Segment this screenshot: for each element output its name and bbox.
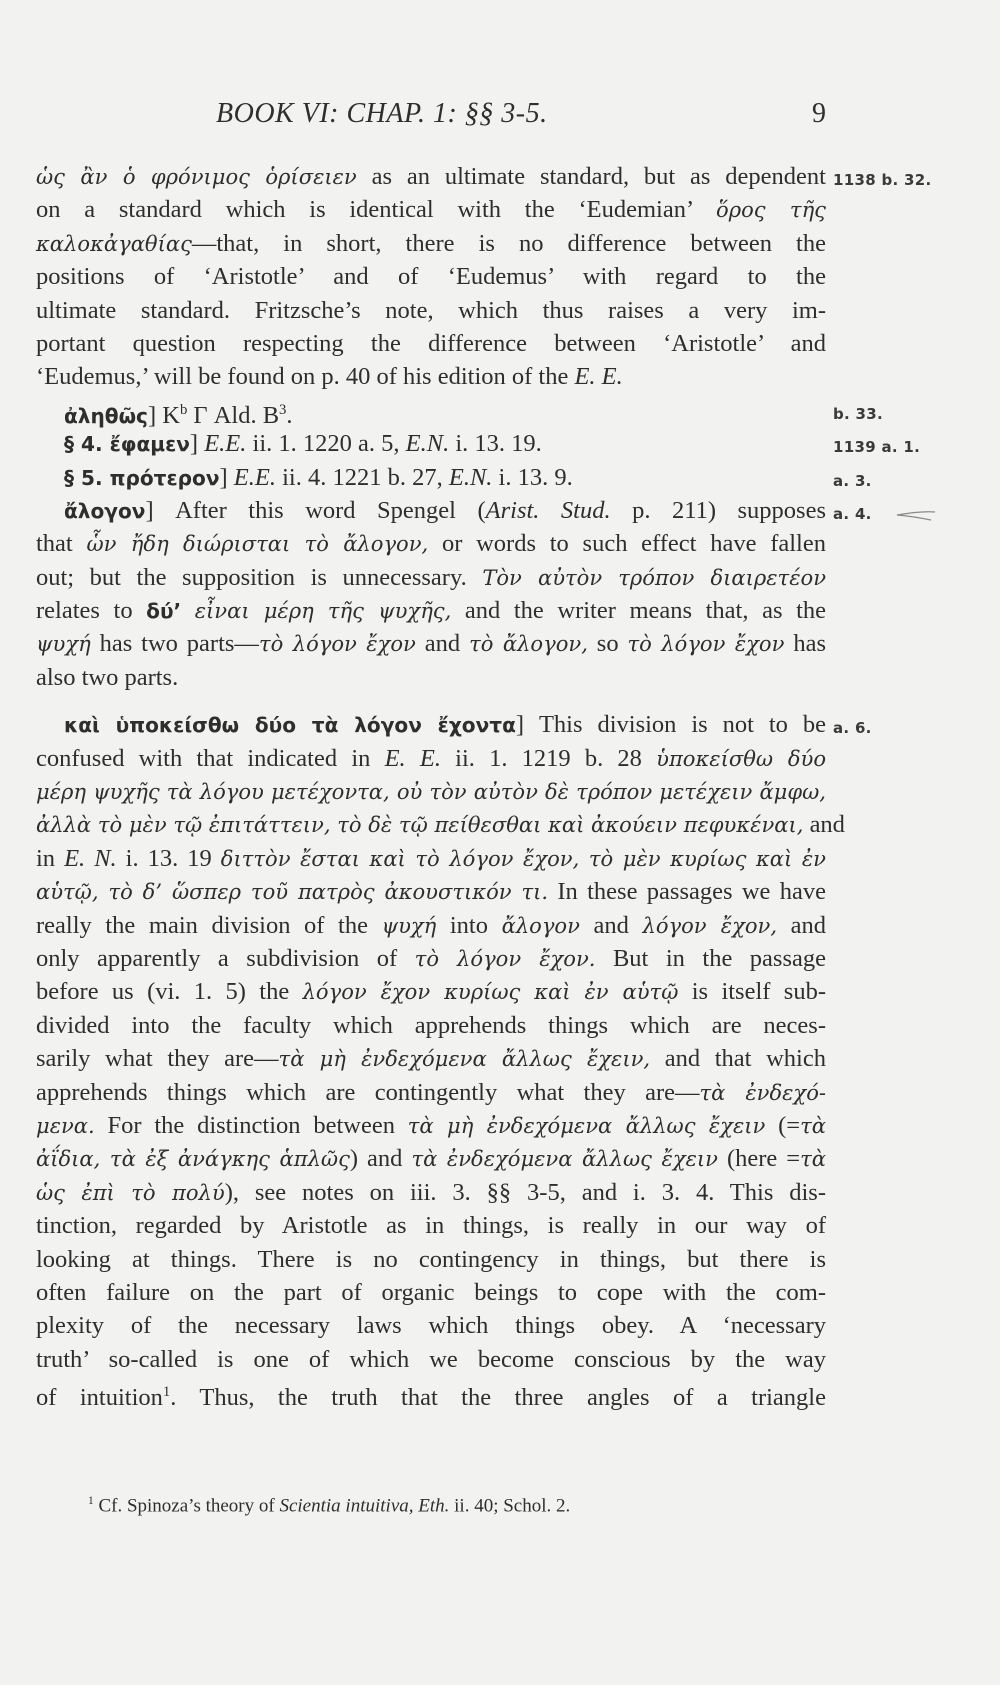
italic-text: E.N.	[448, 463, 493, 491]
text-run: ii. 4. 1221 b. 27,	[275, 463, 449, 491]
text-run: ), see notes on iii. 3. §§ 3-5, and i. 3. 4. This dis-	[224, 1178, 826, 1206]
greek-text: ψυχή	[381, 912, 437, 938]
text-run: portant question respecting the difference between ‘Aristotle’ and	[36, 329, 826, 357]
text-line	[36, 394, 884, 429]
text-run: has	[784, 630, 826, 658]
text-run: ‘Eudemus,’ will be found on p. 40 of his edition of the	[36, 363, 575, 391]
text-line	[36, 427, 921, 460]
margin-reference: a. 4.	[833, 504, 872, 523]
greek-text: δύ’	[146, 599, 182, 624]
text-run: i. 13. 9.	[492, 463, 573, 491]
text-line	[36, 1176, 826, 1209]
text-run: But in the passage	[595, 944, 826, 972]
greek-text: λόγον ἔχον κυρίως καὶ ἐν αὑτῷ	[302, 979, 679, 1005]
text-run: Cf. Spinoza’s theory of	[93, 1495, 280, 1517]
text-run: apprehends things which are contingently what they are—	[36, 1078, 700, 1106]
greek-text: λόγον ἔχον,	[642, 912, 778, 938]
text-line	[36, 193, 826, 226]
text-run: and	[803, 811, 845, 839]
text-line	[36, 1142, 826, 1175]
text-line	[36, 1209, 826, 1242]
greek-text: ἀλλὰ τὸ μὲν τῷ ἐπιτάττειν, τὸ δὲ τῷ πείθεσθαι καὶ ἀκούειν πεφυκέναι,	[36, 812, 804, 838]
text-line	[36, 742, 826, 775]
margin-reference: a. 3.	[833, 471, 872, 490]
greek-text: τὸ λόγον ἔχον.	[414, 945, 596, 971]
italic-text: E.E.	[204, 430, 247, 458]
greek-text: § 5. πρότερον	[64, 465, 220, 490]
text-line	[36, 942, 826, 975]
text-run: i. 13. 19	[116, 844, 221, 872]
text-run: relates to	[36, 597, 147, 625]
text-run: (here =	[717, 1145, 801, 1173]
text-run: on a standard which is identical with the ‘Eudemian’	[36, 196, 717, 224]
greek-text: αὑτῷ, τὸ δ’ ὥσπερ τοῦ πατρὸς ἀκουστικόν τι.	[36, 879, 549, 905]
text-run: that	[36, 530, 87, 558]
text-run: ] After this word Spengel (	[145, 496, 486, 524]
greek-text: τὸ λόγον ἔχον	[258, 631, 416, 657]
text-run: —that, in short, there is no difference between the	[191, 229, 826, 257]
text-line	[36, 494, 872, 527]
text-line	[36, 260, 826, 293]
italic-text: Scientia intuitiva, Eth.	[279, 1495, 450, 1517]
greek-text: ὑποκείσθω δύο	[656, 745, 827, 771]
text-run: of intuition	[36, 1384, 163, 1412]
text-run: and that which	[650, 1045, 826, 1073]
text-run: so	[587, 630, 628, 658]
text-run: truth’ so-called is one of which we become conscious by the way	[36, 1345, 826, 1373]
text-line	[36, 294, 826, 327]
page-number: 9	[812, 98, 826, 129]
running-title: BOOK VI: CHAP. 1: §§ 3-5.	[216, 98, 548, 129]
text-run: out; but the supposition is unnecessary.	[36, 563, 483, 591]
greek-text: § 4. ἔφαμεν	[64, 432, 190, 457]
margin-reference: 1138 b. 32.	[833, 171, 932, 189]
pencil-mark-icon	[895, 508, 937, 522]
italic-text: E. E.	[574, 363, 623, 391]
text-run: tinction, regarded by Aristotle as in things, is really in our way of	[36, 1212, 826, 1240]
greek-text: ἄλογον	[501, 912, 580, 938]
greek-text: τὰ ἐνδεχόμενα ἄλλως ἔχειν	[411, 1146, 718, 1172]
text-line	[36, 160, 932, 193]
text-line	[36, 561, 826, 594]
greek-text: διττὸν ἔσται καὶ τὸ λόγον ἔχον, τὸ μὲν κυρίως καὶ ἐν	[220, 845, 826, 871]
text-line	[36, 360, 826, 393]
text-run	[181, 597, 195, 624]
text-run: .	[286, 401, 293, 429]
superscript: 3	[279, 401, 287, 418]
text-run: ii. 1. 1219 b. 28	[440, 744, 657, 772]
greek-text: εἶναι μέρη τῆς ψυχῆς,	[194, 598, 452, 624]
footnote	[88, 1488, 808, 1519]
text-line	[36, 708, 872, 741]
greek-text: τὸ λόγον ἔχον	[627, 631, 785, 657]
superscript: 1	[162, 1384, 171, 1401]
greek-text: μέρη ψυχῆς τὰ λόγου μετέχοντα, οὐ τὸν αὐτὸν δὲ τρόπον μετέχειν ἄμφω,	[36, 779, 826, 805]
text-line	[36, 227, 826, 260]
greek-text: τὰ ἐνδεχό-	[699, 1079, 826, 1105]
footnote-marker: 1	[88, 1495, 94, 1507]
text-run: often failure on the part of organic beings to cope with the com-	[36, 1278, 826, 1306]
text-run: really the main division of the	[36, 911, 382, 939]
text-run: (=	[765, 1111, 801, 1139]
text-run: also two parts.	[36, 663, 179, 691]
text-line	[36, 627, 826, 660]
text-line	[36, 327, 826, 360]
text-line	[36, 661, 826, 694]
text-run: ]	[219, 463, 234, 491]
text-run: ]	[189, 430, 205, 458]
text-line	[36, 842, 826, 875]
text-line	[36, 461, 872, 494]
text-run: plexity of the necessary laws which things obey. A ‘necessary	[36, 1312, 826, 1340]
text-run: ] This division is not to be	[515, 711, 826, 739]
text-line	[36, 1309, 826, 1342]
text-run: divided into the faculty which apprehends things which are neces-	[36, 1011, 826, 1039]
greek-text: ἄλογον	[64, 498, 146, 523]
text-run: and	[415, 630, 470, 658]
italic-text: E.N.	[405, 430, 450, 458]
greek-text: τὰ μὴ ἐνδεχόμενα ἄλλως ἔχειν	[407, 1112, 766, 1138]
greek-text: ἀΐδια, τὰ ἐξ ἀνάγκης ἁπλῶς	[36, 1146, 350, 1172]
text-line	[36, 1276, 826, 1309]
greek-text: ὡς ἐπὶ τὸ πολύ	[36, 1179, 225, 1205]
text-run: or words to such effect have fallen	[428, 530, 826, 558]
text-run: and	[579, 911, 643, 939]
italic-text: E.E.	[233, 463, 276, 491]
margin-reference: 1139 a. 1.	[833, 438, 921, 457]
greek-text: ὅρος τῆς	[716, 197, 826, 223]
text-run: as an ultimate standard, but as dependent	[356, 163, 826, 190]
main-text	[36, 160, 932, 1412]
text-run: only apparently a subdivision of	[36, 944, 415, 972]
text-run: i. 13. 19.	[449, 430, 542, 458]
text-line	[36, 1076, 826, 1109]
greek-text: ψυχή	[36, 631, 91, 657]
text-run: before us (vi. 1. 5) the	[36, 978, 303, 1006]
text-line	[36, 775, 826, 808]
text-line	[36, 1376, 826, 1412]
text-run: ) and	[349, 1145, 412, 1173]
text-run: For the distinction between	[94, 1111, 408, 1139]
text-line	[36, 1042, 826, 1075]
text-run: and	[777, 911, 827, 939]
text-run: and the writer means that, as the	[451, 597, 826, 625]
text-line	[36, 875, 826, 908]
margin-reference: a. 6.	[833, 719, 872, 738]
text-run: ultimate standard. Fritzsche’s note, which thus raises a very im-	[36, 296, 826, 324]
text-run: into	[436, 911, 502, 939]
text-run: p. 211) supposes	[610, 496, 826, 524]
text-line	[36, 1243, 826, 1276]
text-run: Γ Ald. B	[187, 401, 280, 429]
text-line	[36, 808, 845, 841]
text-run: ] K	[147, 401, 180, 429]
text-run: is itself sub-	[678, 978, 826, 1006]
text-line	[36, 1343, 826, 1376]
greek-text: ὧν ἤδη διώρισται τὸ ἄλογον,	[86, 531, 429, 557]
text-run: has two parts—	[90, 630, 259, 658]
italic-text: E. N.	[64, 844, 117, 872]
greek-text: Τὸν αὐτὸν τρόπον διαιρετέον	[482, 564, 826, 590]
margin-reference: b. 33.	[833, 404, 884, 423]
text-run: in	[36, 844, 65, 872]
greek-text: καὶ ὑποκείσθω δύο τὰ λόγον ἔχοντα	[64, 713, 516, 738]
text-run: confused with that indicated in	[36, 744, 385, 772]
text-run: . Thus, the truth that the three angles of a triangle	[170, 1384, 826, 1412]
text-line	[36, 909, 826, 942]
text-run: positions of ‘Aristotle’ and of ‘Eudemus’ with regard to the	[36, 263, 826, 291]
greek-text: ὡς ἂν ὁ φρόνιμος ὁρίσειεν	[36, 164, 357, 189]
text-run: looking at things. There is no contingency in things, but there is	[36, 1245, 826, 1273]
greek-text: καλοκἀγαθίας	[36, 230, 192, 256]
text-run: sarily what they are—	[36, 1045, 279, 1073]
text-line	[36, 975, 826, 1008]
text-run: ii. 1. 1220 a. 5,	[246, 430, 406, 458]
italic-text: Arist. Stud.	[485, 496, 611, 524]
text-run: ii. 40; Schol. 2.	[449, 1495, 571, 1517]
page-header	[36, 94, 826, 134]
greek-text: τὰ	[800, 1146, 826, 1172]
text-line	[36, 1109, 826, 1142]
greek-text: τὰ μὴ ἐνδεχόμενα ἄλλως ἔχειν,	[278, 1046, 651, 1072]
greek-text: ἀληθῶς	[64, 403, 148, 428]
superscript: b	[179, 401, 188, 418]
greek-text: τὰ	[800, 1112, 826, 1138]
text-line	[36, 527, 826, 560]
text-run: In these passages we have	[548, 878, 826, 906]
greek-text: μενα.	[36, 1112, 95, 1138]
italic-text: E. E.	[384, 744, 441, 772]
text-line	[36, 594, 826, 627]
greek-text: τὸ ἄλογον,	[469, 631, 588, 657]
text-line	[36, 1009, 826, 1042]
